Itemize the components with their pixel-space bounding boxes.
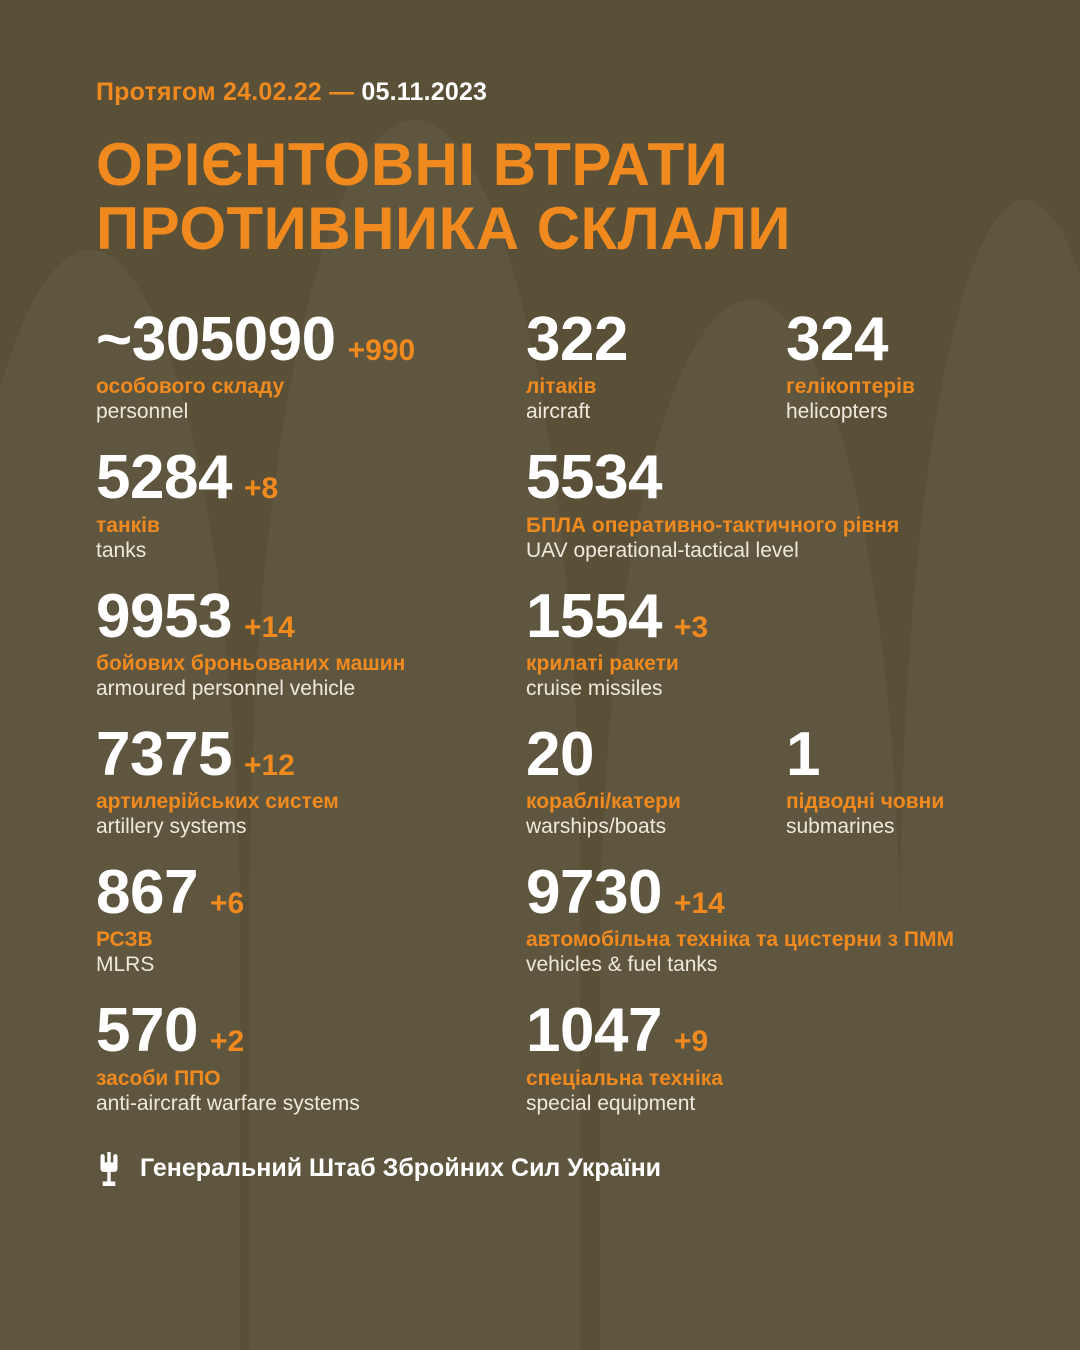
stat-delta: +9 — [673, 1025, 709, 1059]
stat-value: ~305090 — [96, 305, 336, 375]
stat-label-en: helicopters — [786, 400, 888, 424]
stat-label-ua: крилаті ракети — [526, 651, 679, 675]
stat-label-ua: БПЛА оперативно-тактичного рівня — [526, 513, 900, 537]
stat-label-ua: бойових броньованих машин — [96, 651, 406, 675]
stat-label-ua: кораблі/катери — [526, 790, 681, 814]
stat-value-row — [526, 443, 1046, 513]
stat-label-en: armoured personnel vehicle — [96, 676, 356, 700]
stat-row — [96, 996, 984, 1115]
stat-delta: +14 — [243, 610, 295, 644]
stat-delta: +990 — [347, 334, 416, 368]
stat-delta: +12 — [243, 748, 295, 782]
statistics-grid — [96, 305, 984, 1115]
stat-value-row — [96, 305, 526, 375]
stat-label-ua: підводні човни — [786, 790, 945, 814]
page-title-line-1: ОРІЄНТОВНІ ВТРАТИ — [96, 131, 729, 198]
stat-row — [96, 581, 984, 701]
stat-value: 20 — [526, 719, 594, 789]
stat-row — [96, 443, 984, 562]
stat-value: 322 — [526, 305, 628, 375]
date-range — [96, 0, 984, 107]
stat-delta: +8 — [243, 472, 279, 506]
stat-delta: +2 — [209, 1025, 245, 1059]
stat-value-row — [96, 581, 526, 651]
stat-value: 324 — [786, 305, 888, 375]
stat-value-row — [96, 996, 526, 1066]
stat-label-en: special equipment — [526, 1091, 696, 1115]
stat-item-helicopters — [786, 305, 1046, 424]
stat-label-en: cruise missiles — [526, 676, 663, 700]
stat-item-aircraft — [526, 305, 786, 424]
stat-item-submarines — [786, 719, 1046, 839]
stat-label-ua: особового складу — [96, 375, 285, 399]
stat-label-ua: засоби ППО — [96, 1066, 221, 1090]
stat-value-row — [96, 719, 526, 789]
stat-item-mlrs — [96, 858, 526, 977]
date-range-start: Протягом 24.02.22 — [96, 78, 322, 106]
stat-item-tanks — [96, 443, 526, 562]
stat-label-ua: автомобільна техніка та цистерни з ПММ — [526, 928, 954, 952]
stat-value-row — [96, 858, 526, 928]
stat-item-anti-aircraft — [96, 996, 526, 1115]
stat-value-row — [786, 305, 1046, 375]
stat-value: 570 — [96, 996, 198, 1066]
stat-value: 867 — [96, 858, 198, 928]
stat-value: 5284 — [96, 443, 232, 513]
stat-label-en: personnel — [96, 400, 189, 424]
stat-label-en: anti-aircraft warfare systems — [96, 1091, 360, 1115]
stat-label-ua: РСЗВ — [96, 928, 153, 952]
date-range-dash: — — [329, 78, 355, 106]
stat-item-armoured-personnel-vehicle — [96, 581, 526, 701]
stat-label-en: submarines — [786, 815, 895, 839]
stat-item-special-equipment — [526, 996, 1046, 1115]
stat-label-ua: танків — [96, 513, 160, 537]
stat-label-ua: спеціальна техніка — [526, 1066, 723, 1090]
stat-item-personnel — [96, 305, 526, 424]
date-range-end: 05.11.2023 — [361, 78, 488, 106]
stat-value: 7375 — [96, 719, 232, 789]
footer — [96, 1152, 984, 1186]
stat-label-en: warships/boats — [526, 815, 667, 839]
stat-row — [96, 858, 984, 977]
stat-item-cruise-missiles — [526, 581, 1046, 701]
stat-item-artillery-systems — [96, 719, 526, 839]
stat-value-row — [786, 719, 1046, 789]
stat-item-warships — [526, 719, 786, 839]
page-title-line-2: ПРОТИВНИКА СКЛАЛИ — [96, 194, 792, 262]
stat-value-row — [526, 305, 786, 375]
stat-value-row — [526, 581, 1046, 651]
stat-value: 5534 — [526, 443, 662, 513]
stat-label-ua: артилерійських систем — [96, 790, 339, 814]
stat-value: 1047 — [526, 996, 662, 1066]
stat-value-row — [96, 443, 526, 513]
stat-value-row — [526, 858, 1046, 928]
stat-delta: +3 — [673, 610, 709, 644]
stat-value: 1554 — [526, 581, 662, 651]
stat-label-ua: літаків — [526, 375, 597, 399]
stat-value-row — [526, 719, 786, 789]
stat-label-en: vehicles & fuel tanks — [526, 953, 718, 977]
stat-item-vehicles-fuel-tanks — [526, 858, 1046, 977]
stat-value: 9953 — [96, 581, 232, 651]
stat-label-en: tanks — [96, 538, 147, 562]
stat-label-en: MLRS — [96, 953, 155, 977]
stat-label-en: artillery systems — [96, 815, 247, 839]
stat-label-ua: гелікоптерів — [786, 375, 915, 399]
page-title — [96, 133, 984, 260]
stat-row — [96, 305, 984, 424]
stat-item-uav — [526, 443, 1046, 562]
footer-label: Генеральний Штаб Збройних Сил України — [140, 1154, 662, 1183]
stat-label-en: UAV operational-tactical level — [526, 538, 799, 562]
stat-delta: +14 — [673, 887, 725, 921]
stat-label-en: aircraft — [526, 400, 591, 424]
trident-icon — [96, 1152, 122, 1186]
stat-value: 9730 — [526, 858, 662, 928]
stat-delta: +6 — [209, 887, 245, 921]
stat-row — [96, 719, 984, 839]
stat-value: 1 — [786, 719, 820, 789]
stat-value-row — [526, 996, 1046, 1066]
